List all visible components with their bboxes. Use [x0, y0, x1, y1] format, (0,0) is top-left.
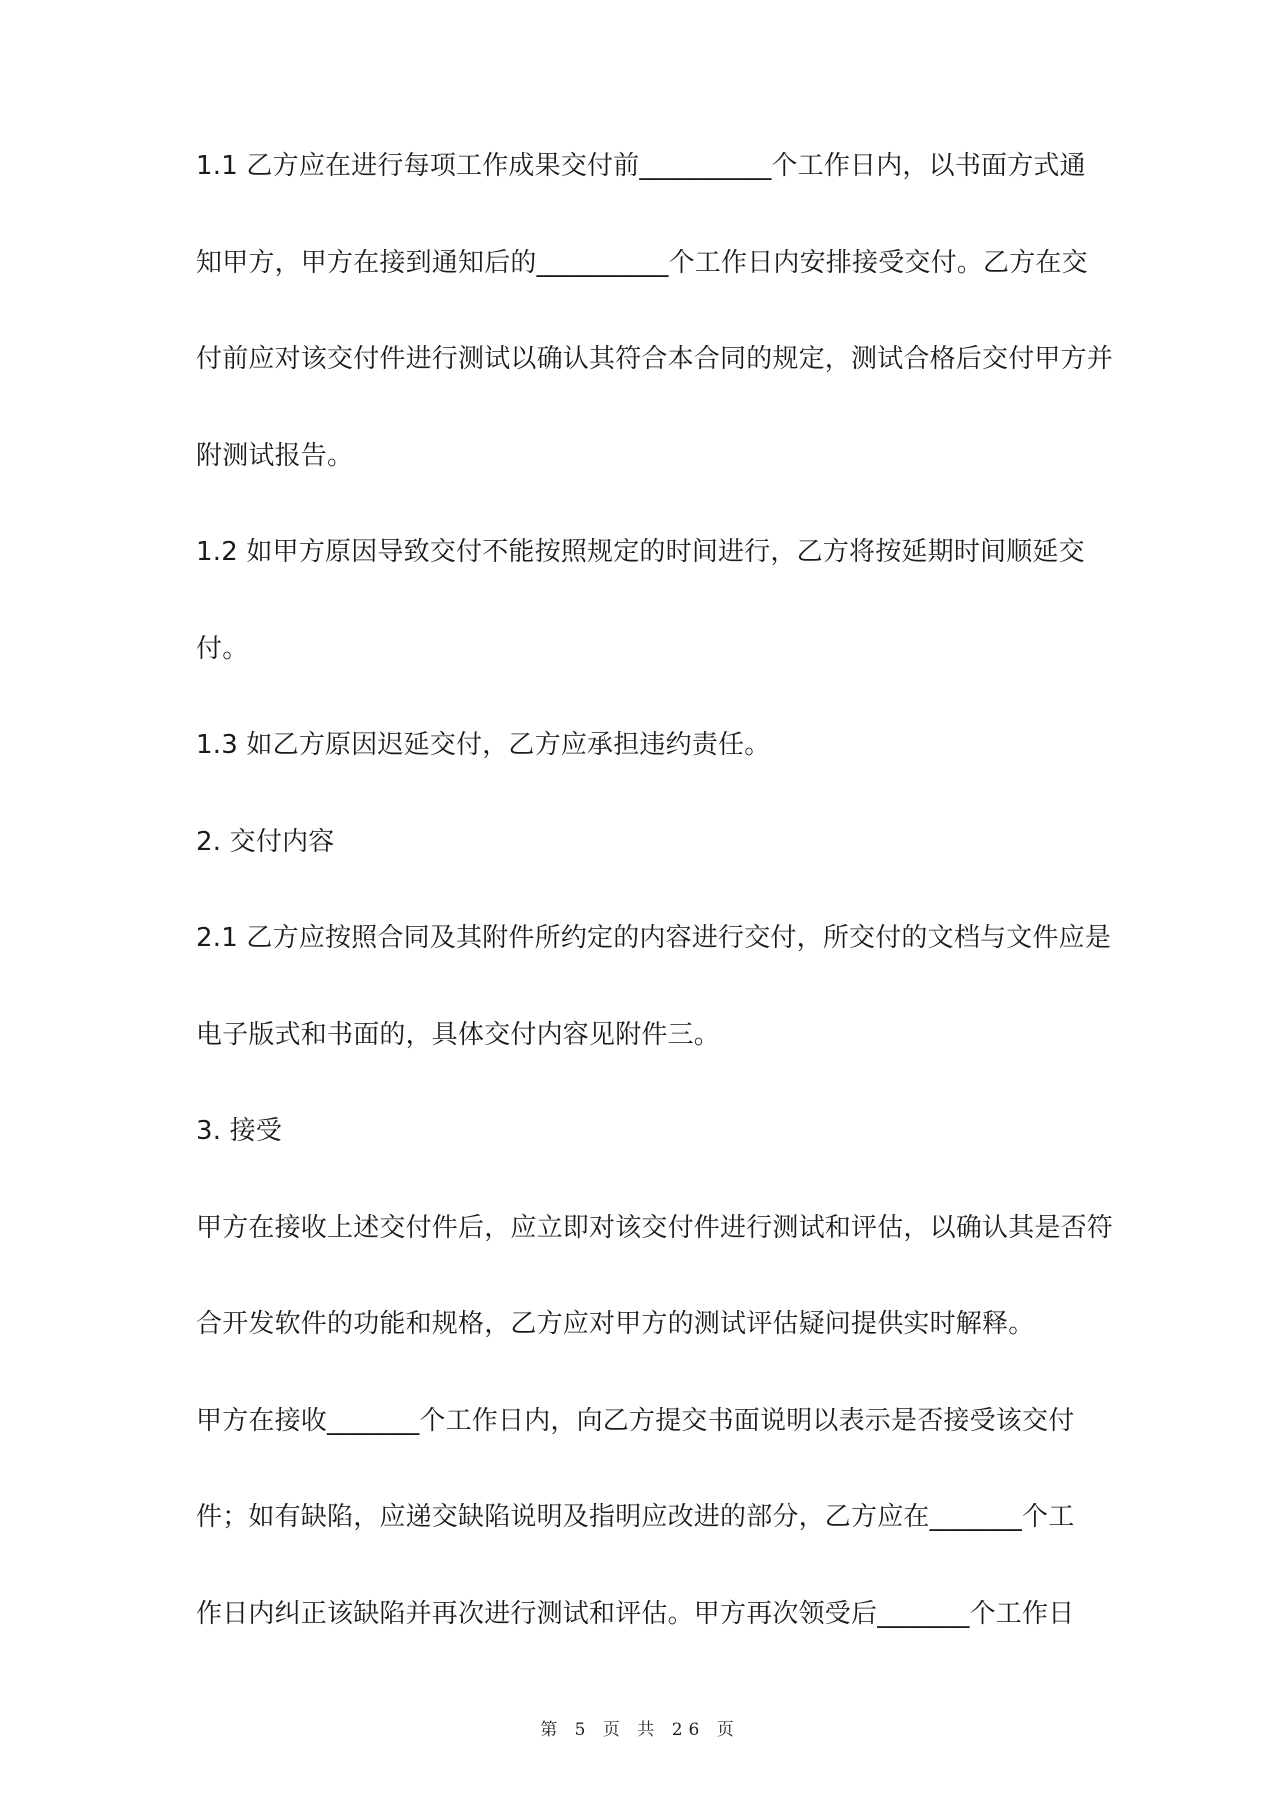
- text-line: 甲方在接收上述交付件后，应立即对该交付件进行测试和评估，以确认其是否符: [196, 1212, 1114, 1243]
- text-line: 知甲方，甲方在接到通知后的__________个工作日内安排接受交付。乙方在交: [196, 247, 1088, 278]
- page-number-footer: 第 5 页 共 26 页: [540, 1720, 740, 1740]
- text-line: 付前应对该交付件进行测试以确认其符合本合同的规定，测试合格后交付甲方并: [196, 344, 1114, 374]
- text-line: 1.2 如甲方原因导致交付不能按照规定的时间进行，乙方将按延期时间顺延交: [196, 537, 1085, 567]
- text-line: 甲方在接收_______个工作日内，向乙方提交书面说明以表示是否接受该交付: [196, 1405, 1075, 1436]
- text-line: 电子版式和书面的，具体交付内容见附件三。: [196, 1019, 721, 1050]
- document-body: [196, 148, 1114, 1692]
- text-line: 付。: [196, 633, 249, 664]
- text-line: 1.1 乙方应在进行每项工作成果交付前__________个工作日内，以书面方式通: [196, 151, 1086, 181]
- section-heading: 3. 接受: [196, 1116, 283, 1146]
- text-line: 1.3 如乙方原因迟延交付，乙方应承担违约责任。: [196, 730, 771, 760]
- text-line: 合开发软件的功能和规格，乙方应对甲方的测试评估疑问提供实时解释。: [196, 1309, 1035, 1339]
- text-line: 附测试报告。: [196, 440, 354, 471]
- text-line: 件；如有缺陷，应递交缺陷说明及指明应改进的部分，乙方应在_______个工: [196, 1502, 1075, 1532]
- text-line: 作日内纠正该缺陷并再次进行测试和评估。甲方再次领受后_______个工作日: [196, 1598, 1075, 1629]
- section-heading: 2. 交付内容: [196, 826, 335, 857]
- text-line: 2.1 乙方应按照合同及其附件所约定的内容进行交付，所交付的文档与文件应是: [196, 923, 1112, 953]
